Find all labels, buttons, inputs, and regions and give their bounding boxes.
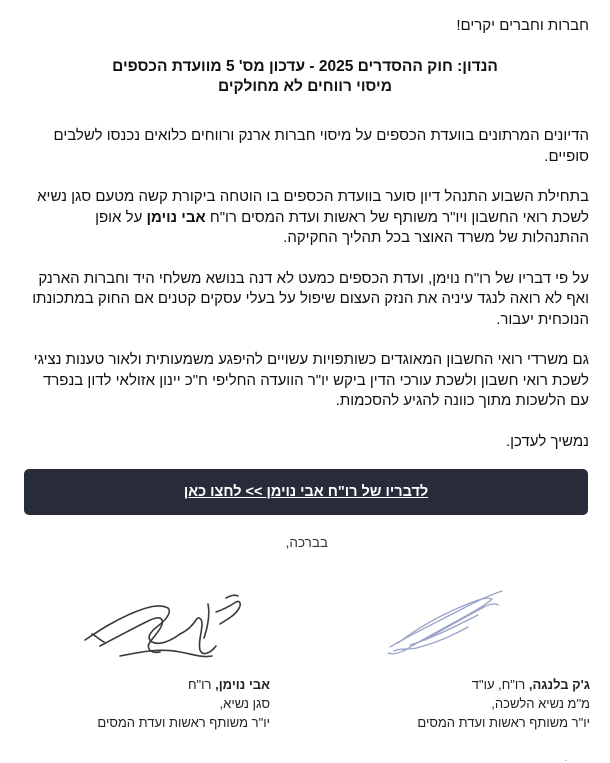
cta-button-label[interactable]: לדבריו של רו"ח אבי נוימן >> לחצו כאן [183,484,429,500]
signatory-right-role-2: יו"ר משותף ראשות ועדת המסים [417,715,590,730]
signatory-left-role-1: סגן נשיא, [219,696,270,711]
greeting: חברות וחברים יקרים! [456,17,589,34]
signatory-right-name-line [417,675,590,694]
signatory-left-name: אבי נוימן, [215,677,270,692]
signatory-right [417,675,590,732]
signatory-left-title: רו"ח [188,677,216,692]
paragraph-2-part-2: על אופן ההתנהלות של משרד האוצר בכל תהליך החקיקה. [95,208,589,246]
paragraph-3: על פי דבריו של רו"ח נוימן, ועדת הכספים כמעט לא דנה בנושא משלחי היד וחברות הארנק ואף לא רואה לנגד עיניה את הנזק העצום שיפול על בעלי עסקים קטנים אם החוק במתכונתו הנוכחית יעבור. [32,269,589,328]
paragraph-5: נמשיך לעדכן. [505,432,589,450]
signature-right-image [380,585,510,660]
signatory-right-role-1: מ"מ נשיא הלשכה, [491,696,590,711]
signatory-right-title: רו"ח, עו"ד [471,677,529,692]
signature-left-image [80,590,250,670]
signatory-left-role-2: יו"ר משותף ראשות ועדת המסים [97,715,270,730]
closing-greeting: בברכה, [285,535,328,550]
subject-line-1: הנדון: חוק ההסדרים 2025 - עדכון מס' 5 מוועדת הכספים [112,58,498,75]
subject-heading [0,57,610,97]
paragraph-1: הדיונים המרתונים בוועדת הכספים על מיסוי חברות ארנק ורווחים כלואים נכנסו לשלבים סופיים. [53,127,589,165]
cta-button[interactable] [24,469,588,515]
paragraph-2-part-1: בתחילת השבוע התנהל דיון סוער בוועדת הכספים בו הוטחה ביקורת קשה מטעם סגן נשיא לשכת רואי החשבון ויו"ר משותף של ראשות ועדת המסים רו"ח [37,188,589,226]
paragraph-2 [29,187,589,249]
signatory-left-name-line [97,675,270,694]
message-body [29,126,589,472]
signatory-left [97,675,270,732]
paragraph-2-name: אבי נוימן [146,208,206,226]
paragraph-4: גם משרדי רואי החשבון המאוגדים כשותפויות עשויים להיפגע משמעותית ולאור טענות נציגי לשכת רואי חשבון ולשכת עורכי הדין ביקש יו"ר הוועדה החליפי ח"כ יינון אזולאי לדון בנפרד עם הלשכות מתוך כוונה להגיע להסכמות. [33,351,589,409]
subject-line-2: מיסוי רווחים לא מחולקים [218,78,392,95]
signatory-right-name: ג'ק בלנגה, [528,677,590,692]
